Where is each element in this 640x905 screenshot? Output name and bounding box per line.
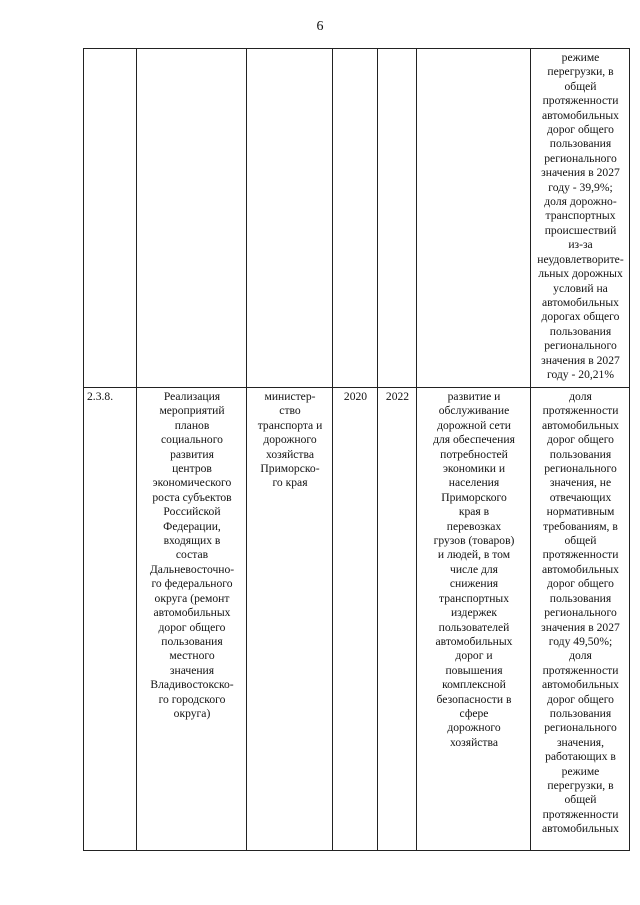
text-line: го федерального xyxy=(151,577,233,591)
text-line: режиме xyxy=(561,764,600,778)
cell-executor xyxy=(247,388,333,851)
text-line: значения xyxy=(169,663,215,677)
cell-name xyxy=(137,49,247,388)
text-line: дорог общего xyxy=(547,123,614,137)
text-line: работающих в xyxy=(545,750,616,764)
text-line: обслуживание xyxy=(438,404,510,418)
text-line: транспорта и xyxy=(257,418,323,432)
text-line: Реализация xyxy=(163,390,221,403)
cell-indicator xyxy=(531,388,630,851)
text-line: края в xyxy=(458,505,490,519)
text-line: и людей, в том xyxy=(437,548,511,562)
text-line: округа (ремонт xyxy=(154,591,230,605)
text-line: ство xyxy=(279,404,301,418)
text-line: перегрузки, в xyxy=(547,778,614,792)
text-line: условий на xyxy=(553,281,608,295)
text-line: автомобильных xyxy=(542,418,619,432)
text-line: автомобильных xyxy=(542,295,619,309)
text-line: экономического xyxy=(152,476,232,490)
text-line: комплексной xyxy=(442,678,506,692)
text-line: дорог общего xyxy=(547,577,614,591)
text-line: пользования xyxy=(549,591,612,605)
text-line: пользования xyxy=(549,447,612,461)
text-line: автомобильных xyxy=(435,634,513,648)
text-line: доля xyxy=(569,649,592,663)
text-line: протяженности xyxy=(542,548,619,562)
text-line: регионального xyxy=(544,462,617,476)
text-line: Владивостокско- xyxy=(150,678,234,692)
text-line: протяженности xyxy=(542,404,619,418)
text-line: протяженности xyxy=(542,663,619,677)
text-line: центров xyxy=(172,462,212,476)
cell-number xyxy=(84,49,137,388)
text-line: значения, не xyxy=(549,476,612,490)
text-line: дорог общего xyxy=(158,620,226,634)
text-line: пользования xyxy=(549,706,612,720)
text-line: Приморско- xyxy=(260,462,320,476)
text-line: пользования xyxy=(161,634,223,648)
text-line: дорог общего xyxy=(547,692,614,706)
text-line: регионального xyxy=(544,721,617,735)
text-line: Дальневосточно- xyxy=(149,562,235,576)
text-line: общей xyxy=(564,793,597,807)
text-line: грузов (товаров) xyxy=(433,534,515,548)
text-line: значения в 2027 xyxy=(541,166,620,180)
text-line: министер- xyxy=(264,390,316,403)
text-line: протяженности xyxy=(542,94,619,108)
text-line: значения, xyxy=(556,735,605,749)
text-line: го городского xyxy=(158,692,226,706)
text-line: состав xyxy=(175,548,209,562)
text-line: автомобильных xyxy=(542,108,619,122)
text-line: требованиям, в xyxy=(543,519,618,533)
text-line: экономики и xyxy=(442,462,506,476)
text-line: пользования xyxy=(549,324,612,338)
text-line: льных дорожных xyxy=(538,267,623,281)
text-line: доля дорожно- xyxy=(544,195,617,209)
text-line: значения в 2027 xyxy=(541,620,620,634)
text-line: автомобильных xyxy=(542,678,619,692)
text-line: дорог и xyxy=(455,649,493,663)
text-line: Российской xyxy=(163,505,221,519)
text-line: перевозках xyxy=(446,519,502,533)
text-line: хозяйства xyxy=(266,447,314,461)
table-row-continuation xyxy=(84,49,630,388)
text-line: отвечающих xyxy=(549,490,612,504)
text-line: году - 20,21% xyxy=(546,367,615,381)
page-number: 6 xyxy=(316,19,324,34)
text-line: издержек xyxy=(450,606,498,620)
text-line: числе для xyxy=(449,562,499,576)
text-line: режиме xyxy=(561,51,600,64)
cell-executor xyxy=(247,49,333,388)
text-line: дорожного xyxy=(447,721,501,735)
text-line: пользования xyxy=(549,137,612,151)
text-line: автомобильных xyxy=(542,562,619,576)
text-line: неудовлетворите- xyxy=(537,252,624,266)
text-line: перегрузки, в xyxy=(547,65,614,79)
text-line: для обеспечения xyxy=(433,433,515,447)
text-line: Приморского xyxy=(441,490,507,504)
text-line: роста субъектов xyxy=(152,490,232,504)
program-table xyxy=(83,48,630,851)
text-line: го края xyxy=(272,476,308,490)
text-line: транспортных xyxy=(438,591,509,605)
text-line: дорожного xyxy=(263,433,317,447)
text-line: году 49,50%; xyxy=(548,634,613,648)
cell-name xyxy=(137,388,247,851)
cell-end-year xyxy=(378,49,417,388)
text-line: безопасности в xyxy=(436,692,512,706)
text-line: дорожной сети xyxy=(437,418,511,432)
text-line: потребностей xyxy=(440,447,508,461)
text-line: хозяйства xyxy=(450,735,498,749)
cell-indicator xyxy=(531,49,630,388)
text-line: автомобильных xyxy=(542,822,619,836)
cell-start-year: 2020 xyxy=(333,388,378,851)
text-line: дорог общего xyxy=(547,433,614,447)
text-line: сфере xyxy=(459,706,489,720)
cell-end-year: 2022 xyxy=(378,388,417,851)
text-line: доля xyxy=(569,390,592,403)
text-line: нормативным xyxy=(546,505,615,519)
cell-number: 2.3.8. xyxy=(84,388,137,851)
text-line: населения xyxy=(448,476,500,490)
text-line: повышения xyxy=(445,663,503,677)
text-line: году - 39,9%; xyxy=(548,180,613,194)
text-line: развития xyxy=(170,447,214,461)
text-line: социального xyxy=(161,433,223,447)
text-line: округа) xyxy=(173,706,211,720)
text-line: регионального xyxy=(544,606,617,620)
text-line: пользователей xyxy=(438,620,510,634)
text-line: мероприятий xyxy=(159,404,225,418)
text-line: планов xyxy=(174,418,210,432)
text-line: входящих в xyxy=(163,534,221,548)
text-line: из-за xyxy=(568,238,593,252)
cell-result xyxy=(417,388,531,851)
table-row-2-3-8 xyxy=(84,388,630,851)
cell-start-year xyxy=(333,49,378,388)
text-line: регионального xyxy=(544,339,617,353)
text-line: местного xyxy=(169,649,215,663)
text-line: транспортных xyxy=(545,209,616,223)
text-line: автомобильных xyxy=(153,606,231,620)
text-line: Федерации, xyxy=(163,519,221,533)
text-line: дорогах общего xyxy=(541,310,620,324)
text-line: происшествий xyxy=(544,223,617,237)
text-line: снижения xyxy=(449,577,499,591)
text-line: значения в 2027 xyxy=(541,353,620,367)
text-line: общей xyxy=(564,534,597,548)
text-line: общей xyxy=(564,79,597,93)
text-line: развитие и xyxy=(447,390,501,403)
cell-result xyxy=(417,49,531,388)
text-line: протяженности xyxy=(542,807,619,821)
text-line: регионального xyxy=(544,151,617,165)
